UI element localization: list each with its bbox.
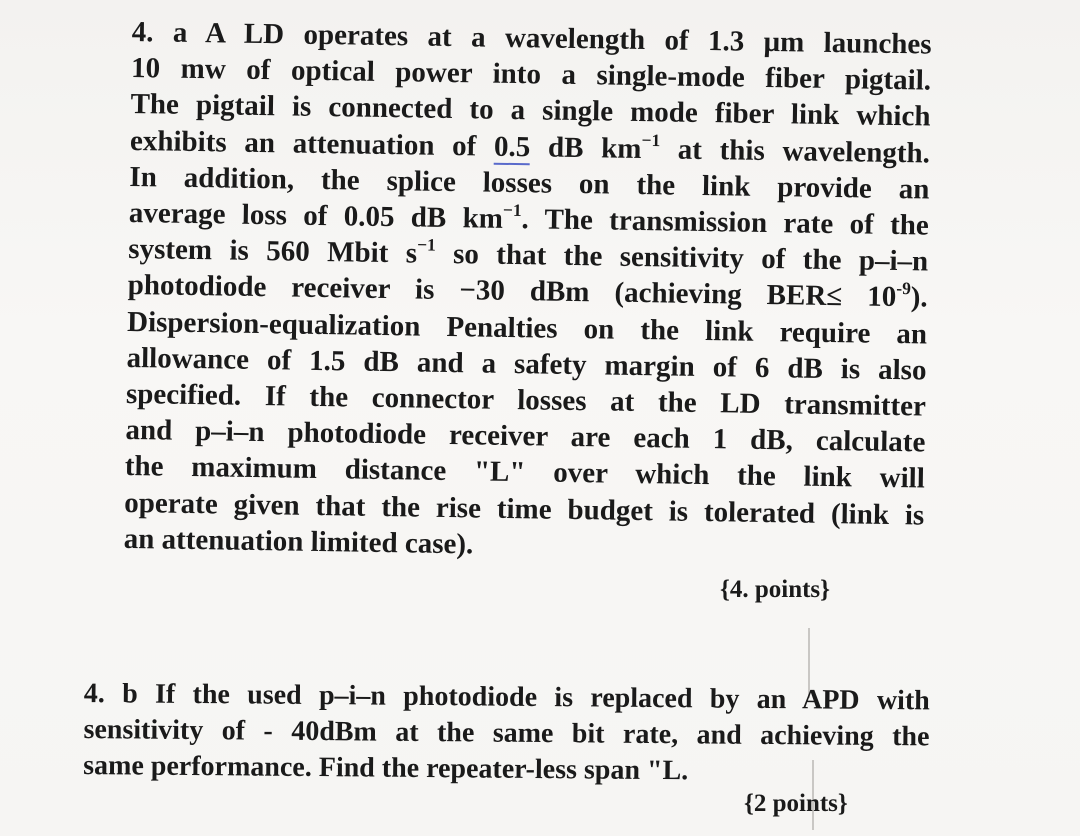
text-segment: so that the sensitivity of the p–i–n [435,238,929,278]
question-4a-line: and p–i–n photodiode receiver are each 1 dB, calculate [125,414,926,459]
text-segment: . The transmission rate of the [521,203,930,242]
question-4a-line: In addition, the splice losses on the link provide an [129,160,930,206]
question-4a-line: allowance of 1.5 dB and a safety margin of 6 dB is also [126,341,927,387]
text-segment: average loss of 0.05 dB km [128,196,504,235]
question-4b-line: same performance. Find the repeater-less span "L. [83,749,689,787]
underlined-value: 0.5 [493,130,531,163]
question-4a-line: the maximum distance "L" over which the link will [124,450,926,495]
question-4b [83,676,930,791]
question-4a [123,14,931,570]
question-4a-line: operate given that the rise time budget is tolerated (link is [124,486,925,532]
text-segment: photodiode receiver is −30 dBm (achieving BER≤ 10 [127,269,897,314]
question-4a-line: an attenuation limited case). [123,522,474,561]
text-segment: dB km [530,130,642,165]
question-4a-line: 10 mw of optical power into a single-mode fiber pigtail. [130,52,932,97]
question-4a-line: 4. a A LD operates at a wavelength of 1.3 μm launches [131,15,932,61]
question-4a-line: specified. If the connector losses at the LD transmitter [125,377,927,423]
question-4b-line: sensitivity of - 40dBm at the same bit rate, and achieving the [83,713,930,753]
text-segment: ). [910,281,928,314]
question-4a-line: Dispersion-equalization Penalties on the link require an [126,305,928,351]
question-4a-points: {4. points} [720,576,831,603]
question-4a-line: The pigtail is connected to a single mode fiber link which [130,88,931,133]
question-4b-line: 4. b If the used p–i–n photodiode is replaced by an APD with [83,677,930,717]
superscript: −1 [641,129,661,150]
text-segment: exhibits an attenuation of [129,124,495,163]
superscript: -9 [896,278,912,299]
superscript: −1 [502,199,522,220]
text-segment: at this wavelength. [659,132,931,170]
superscript: −1 [417,234,436,255]
text-segment: system is 560 Mbit s [128,233,418,270]
question-4b-points: {2 points} [744,790,848,817]
